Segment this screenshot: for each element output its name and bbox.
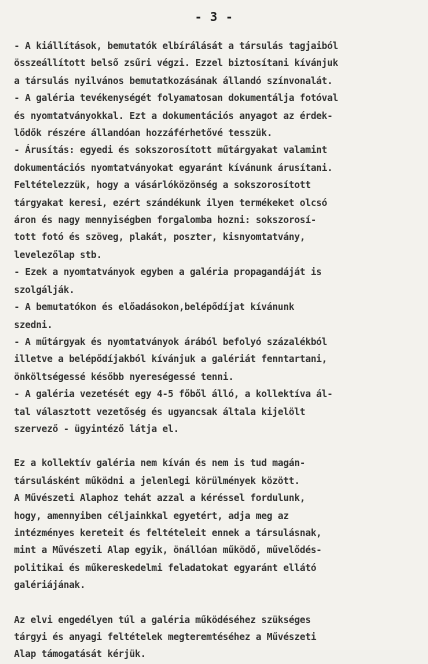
text-line: hogy, amennyiben céljainkkal egyetért, adja meg az (14, 510, 289, 522)
text-line: levelezőlap stb. (14, 249, 102, 261)
text-line: galériájának. (14, 580, 86, 592)
text-line: - A galéria tevékenységét folyamatosan dokumentálja fotóval (14, 93, 339, 105)
text-line: - Árusítás: egyedi és sokszorosított műtárgyakat valamint (14, 145, 328, 157)
text-line: szervező - ügyintéző látja el. (14, 423, 179, 435)
text-line: politikai és műkereskedelmi feladatokat egyaránt ellátó (14, 562, 317, 574)
text-line: a társulás nyilvános bemutatkozásának állandó színvonalát. (14, 75, 333, 87)
text-line: - A műtárgyak és nyomtatványok árából befolyó százalékból (14, 336, 328, 348)
text-line: illetve a belépődíjakból kívánjuk a galériát fenntartani, (14, 354, 328, 366)
paragraph-gap (14, 595, 424, 612)
text-line: intézményes kereteit és feltételeit ennek a társulásnak, (14, 527, 322, 539)
text-line: A Művészeti Alaphoz tehát azzal a kéréssel fordulunk, (14, 493, 306, 505)
text-line: mint a Művészeti Alap egyik, önállóan működő, művelődés- (14, 545, 322, 557)
text-line: Feltételezzük, hogy a vásárlóközönség a sokszorosított (14, 180, 311, 192)
text-line: Az elvi engedélyen túl a galéria működéséhez szükséges (14, 614, 311, 626)
text-line: társulásként működni a jelenlegi körülmények között. (14, 475, 300, 487)
text-line: szolgálják. (14, 284, 75, 296)
text-line: összeállított belső zsűri végzi. Ezzel biztosítani kívánjuk (14, 58, 339, 70)
text-line: tal választott vezetőség és ugyancsak általa kijelölt (14, 406, 306, 418)
text-line: - Ezek a nyomtatványok egyben a galéria propagandáját is (14, 267, 322, 279)
paragraph-support (14, 612, 424, 664)
text-line: - A galéria vezetését egy 4-5 főből álló, a kollektíva ál- (14, 389, 333, 401)
paragraph-request (14, 455, 424, 594)
text-line: önköltségessé később nyereségessé tenni. (14, 371, 234, 383)
text-line: - A bemutatókon és előadásokon,belépődíjat kívánunk (14, 302, 295, 314)
paragraph-gap (14, 438, 424, 455)
text-line: tárgyakat keresi, ezért szándékunk ilyen termékeket olcsó (14, 197, 328, 209)
text-line: szedni. (14, 319, 53, 331)
text-line: tárgyi és anyagi feltételek megteremtéséhez a Művészeti (14, 632, 317, 643)
text-line: Alap támogatását kérjük. (14, 649, 146, 661)
text-line: áron és nagy mennyiségben forgalomba hozni: sokszorosí- (14, 215, 317, 227)
text-line: tott fotó és szöveg, plakát, poszter, kisnyomtatvány, (14, 232, 306, 244)
page-number: - 3 - (194, 10, 234, 24)
text-line: lődők részére állandóan hozzáférhetővé tesszük. (14, 128, 273, 140)
document-body (14, 38, 424, 664)
text-line: Ez a kollektív galéria nem kíván és nem is tud magán- (14, 458, 306, 470)
text-line: - A kiállítások, bemutatók elbírálását a társulás tagjaiból (14, 41, 339, 52)
text-line: és nyomtatványokkal. Ezt a dokumentációs anyagot az érdek- (14, 110, 333, 122)
paragraph-gallery-rules (14, 38, 424, 438)
text-line: dokumentációs nyomtatványokat egyaránt kívánunk árusítani. (14, 162, 333, 174)
